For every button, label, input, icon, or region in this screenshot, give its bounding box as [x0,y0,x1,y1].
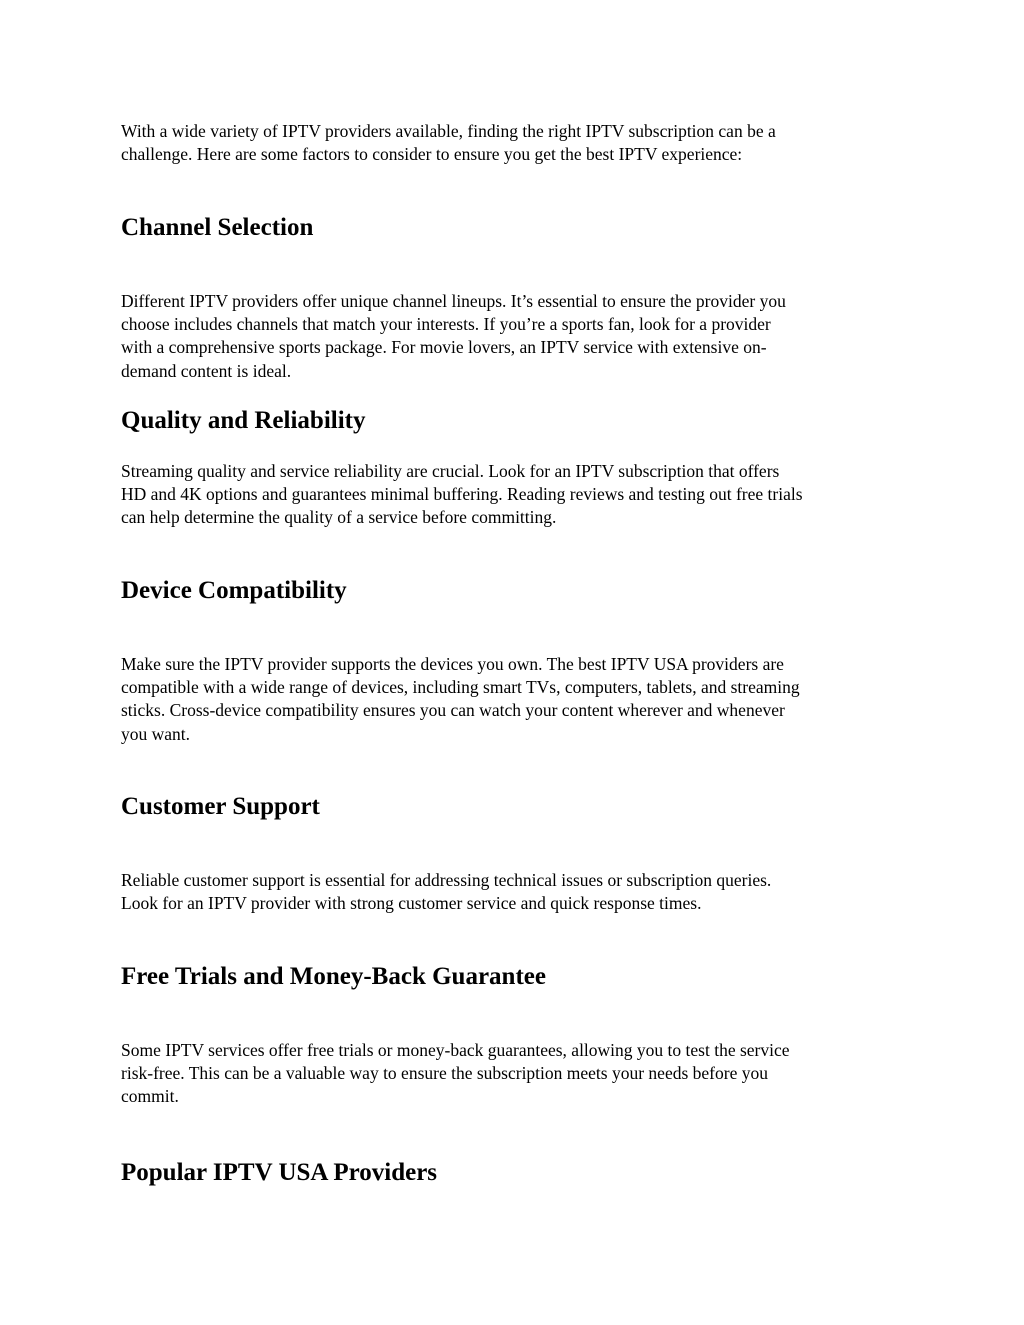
paragraph-line: Reliable customer support is essential for addressing technical issues or subscription queries. [121,870,772,890]
heading-device-compatibility: Device Compatibility [121,577,347,604]
paragraph-line: Streaming quality and service reliability are crucial. Look for an IPTV subscription that offers [121,461,780,481]
heading-free-trials: Free Trials and Money-Back Guarantee [121,963,546,990]
device-compatibility-paragraph [121,653,911,746]
paragraph-line: HD and 4K options and guarantees minimal buffering. Reading reviews and testing out free trials [121,484,803,505]
paragraph-line: risk-free. This can be a valuable way to ensure the subscription meets your needs before you [121,1063,768,1084]
heading-channel-selection: Channel Selection [121,214,314,241]
paragraph-line: choose includes channels that match your interests. If you’re a sports fan, look for a provider [121,314,771,335]
paragraph-line: Make sure the IPTV provider supports the devices you own. The best IPTV USA providers are [121,654,784,674]
paragraph-line: sticks. Cross-device compatibility ensures you can watch your content wherever and whenever [121,700,785,721]
paragraph-line: commit. [121,1086,179,1107]
quality-reliability-paragraph [121,460,911,530]
paragraph-line: compatible with a wide range of devices, including smart TVs, computers, tablets, and streaming [121,677,800,698]
intro-line: With a wide variety of IPTV providers available, finding the right IPTV subscription can be a [121,121,776,141]
heading-customer-support: Customer Support [121,793,320,820]
paragraph-line: Look for an IPTV provider with strong customer service and quick response times. [121,893,702,914]
heading-popular-providers: Popular IPTV USA Providers [121,1159,438,1186]
paragraph-line: can help determine the quality of a service before committing. [121,507,557,528]
heading-quality-reliability: Quality and Reliability [121,407,366,434]
intro-line: challenge. Here are some factors to consider to ensure you get the best IPTV experience: [121,144,743,165]
paragraph-line: Some IPTV services offer free trials or money-back guarantees, allowing you to test the service [121,1040,790,1060]
paragraph-line: Different IPTV providers offer unique channel lineups. It’s essential to ensure the provider you [121,291,786,311]
free-trials-paragraph [121,1039,911,1109]
channel-selection-paragraph [121,290,911,383]
paragraph-line: with a comprehensive sports package. For movie lovers, an IPTV service with extensive on- [121,337,767,358]
paragraph-line: demand content is ideal. [121,360,292,381]
intro-paragraph [121,120,911,166]
paragraph-line: you want. [121,723,191,744]
customer-support-paragraph [121,869,911,915]
